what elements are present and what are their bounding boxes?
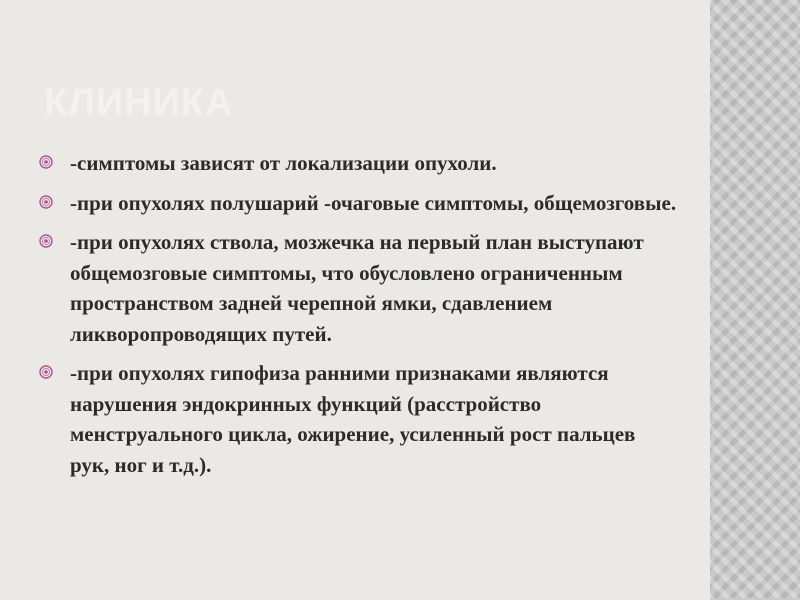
bullet-text: -симптомы зависят от локализации опухоли. [70,151,497,175]
bullet-list [38,148,678,489]
list-item [38,188,678,219]
list-item [38,358,678,480]
decorative-side-band [710,0,800,600]
bullet-text: -при опухолях полушарий -очаговые симптомы, общемозговые. [70,190,677,215]
list-item [38,148,678,179]
bullet-text: -при опухолях ствола, мозжечка на первый план выступают общемозговые симптомы, что обусловлено ограниченным пространством задней черепной ямки, сдавлением ликворопроводящих путей. [70,230,644,346]
circle-bullet-icon [38,233,54,249]
list-item [38,227,678,349]
circle-bullet-icon [38,364,54,380]
bullet-text: -при опухолях гипофиза ранними признаками являются нарушения эндокринных функций (расстройство менструального цикла, ожирение, усиленный рост пальцев рук, ног и т.д.). [70,361,636,477]
slide-title: КЛИНИКА [44,82,234,124]
circle-bullet-icon [38,154,54,170]
circle-bullet-icon [38,194,54,210]
